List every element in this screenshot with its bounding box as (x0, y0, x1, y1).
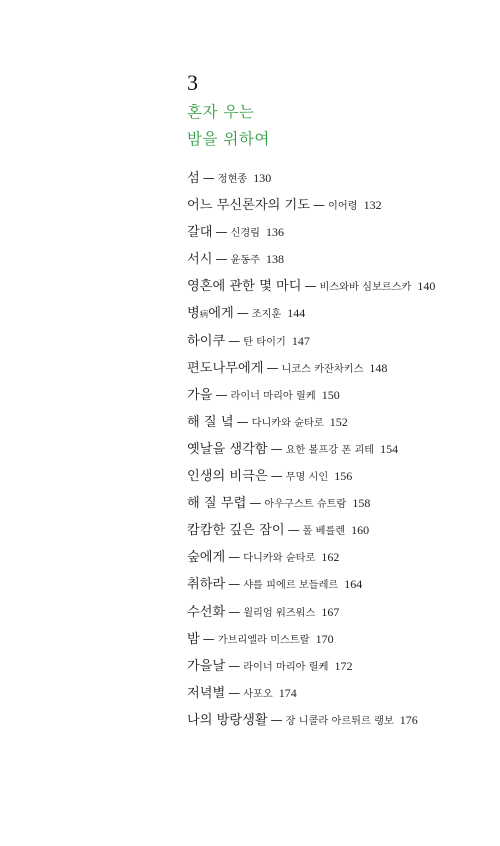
toc-entry-title-text: 하이쿠 (187, 333, 226, 349)
toc-entry-title-text: 가을날 (187, 658, 226, 674)
toc-entry[interactable] (187, 625, 487, 652)
toc-entry-page-number: 172 (334, 658, 353, 673)
toc-entry-title-text: 섬 (187, 171, 200, 186)
toc-entry-page-number: 136 (266, 225, 285, 240)
toc-entry-title (187, 713, 268, 728)
toc-entry-page-number: 148 (369, 360, 388, 375)
toc-entry-dash: — (228, 333, 241, 348)
chapter-title (187, 99, 270, 153)
toc-entry-dash: — (228, 685, 241, 700)
toc-entry[interactable] (187, 272, 487, 299)
toc-entry-dash: — (202, 631, 215, 646)
toc-entry-page-number: 138 (266, 252, 285, 267)
toc-entry-title (187, 334, 225, 349)
toc-entry-author: 라이너 마리아 릴케 (243, 661, 329, 673)
toc-entry-title (187, 252, 212, 267)
toc-entry-title-hanja: 病 (199, 310, 209, 321)
toc-entry-author: 정현종 (217, 174, 248, 185)
toc-entry-page-number: 160 (351, 523, 370, 538)
toc-entry-title-text: 병 (187, 306, 200, 322)
toc-entry-dash: — (228, 577, 241, 592)
toc-entry-page-number: 140 (417, 279, 436, 294)
toc-entry-author: 폴 베를렌 (302, 526, 346, 538)
toc-entry-page-number: 144 (287, 306, 306, 321)
toc-entry-page-number: 150 (321, 387, 340, 402)
toc-entry-author: 무명 시인 (285, 472, 329, 484)
toc-entry-title (187, 306, 234, 321)
toc-entry-author: 비스와바 심보르스카 (319, 282, 412, 294)
toc-entry-title-text: 밤 (187, 631, 200, 647)
toc-entry-title-text: 갈대 (187, 225, 213, 241)
toc-entry-dash: — (215, 225, 228, 240)
toc-entry-title-text: 저녁별 (187, 685, 226, 701)
toc-entry-title (187, 632, 200, 647)
toc-entry-author: 윤동주 (230, 255, 261, 267)
toc-entry-title-suffix: 에게 (208, 306, 234, 322)
toc-entry-author: 라이너 마리아 릴케 (230, 390, 316, 402)
toc-entry-title-text: 수선화 (187, 604, 226, 620)
toc-entry-title-text: 인생의 비극은 (187, 469, 268, 485)
chapter-title-line-1: 혼자 우는 (187, 103, 255, 121)
toc-entry-page-number: 162 (321, 550, 340, 565)
toc-entry[interactable] (187, 679, 487, 706)
toc-entry[interactable] (187, 516, 487, 543)
toc-entry-title-text: 숲에게 (187, 550, 226, 566)
toc-entry-page-number: 152 (329, 414, 348, 429)
toc-entry-dash: — (270, 712, 283, 727)
toc-entry-dash: — (266, 360, 279, 375)
toc-entry-title-text: 가을 (187, 387, 213, 403)
toc-entry-dash: — (304, 279, 317, 294)
toc-entry-author: 이어령 (328, 201, 358, 213)
toc-entry-title (187, 577, 225, 592)
toc-entry-title (187, 361, 263, 376)
toc-entry[interactable] (187, 191, 487, 218)
toc-entry-page-number: 174 (278, 685, 297, 700)
toc-entry-title (187, 388, 212, 403)
toc-entry-author: 다니카와 슌타로 (251, 417, 324, 429)
toc-entry[interactable] (187, 489, 487, 516)
toc-entry[interactable] (187, 327, 487, 354)
toc-entry-page-number: 164 (344, 577, 363, 592)
toc-entry-title-text: 옛날을 생각함 (187, 441, 268, 457)
toc-entry-page-number: 154 (380, 441, 399, 456)
toc-entry-author: 사포오 (243, 688, 273, 700)
toc-entry-dash: — (249, 496, 262, 511)
toc-entry-dash: — (202, 171, 215, 185)
toc-entry[interactable] (187, 598, 487, 625)
toc-entry-title-text: 나의 방랑생활 (187, 712, 268, 728)
toc-entry-page-number: 170 (315, 631, 334, 646)
toc-entry-title-text: 해 질 무렵 (187, 496, 247, 512)
toc-entry-title-text: 영혼에 관한 몇 마디 (187, 279, 302, 295)
toc-entry-author: 윌리엄 워즈워스 (243, 607, 316, 619)
toc-entry-author: 아우구스트 슈트람 (264, 499, 347, 511)
toc-entry-dash: — (313, 198, 326, 213)
toc-entry-dash: — (236, 414, 249, 429)
toc-entry-title (187, 659, 225, 674)
toc-entry[interactable] (187, 408, 487, 435)
toc-entry[interactable] (187, 543, 487, 570)
toc-entry-page-number: 130 (253, 171, 272, 185)
toc-entry[interactable] (187, 570, 487, 597)
toc-entry-page-number: 176 (399, 712, 418, 727)
toc-entry-dash: — (228, 658, 241, 673)
toc-entry-dash: — (287, 523, 300, 538)
toc-entry-author: 조지훈 (251, 309, 282, 321)
toc-entry-dash: — (215, 252, 228, 267)
toc-entry-author: 장 니콜라 아르튀르 랭보 (285, 715, 394, 727)
toc-entry-dash: — (228, 604, 241, 619)
toc-entry[interactable] (187, 164, 487, 191)
toc-entry[interactable] (187, 354, 487, 381)
toc-entry-title-text: 캄캄한 깊은 잠이 (187, 523, 285, 539)
toc-entry-dash: — (215, 387, 228, 402)
chapter-number: 3 (187, 70, 198, 95)
toc-entry-title (187, 605, 225, 620)
toc-entry-author: 니코스 카잔차키스 (281, 363, 364, 375)
toc-entry-page-number: 147 (291, 333, 310, 348)
toc-entry-page-number: 156 (334, 469, 353, 484)
toc-entry-author: 요한 볼프강 폰 괴테 (285, 444, 375, 456)
toc-entry[interactable] (187, 435, 487, 462)
chapter-title-line-2: 밤을 위하여 (187, 130, 270, 148)
toc-entry[interactable] (187, 299, 487, 326)
toc-entry-title-text: 서시 (187, 252, 213, 268)
toc-entry-title (187, 550, 225, 565)
toc-entry[interactable] (187, 381, 487, 408)
toc-entry-title (187, 225, 212, 240)
toc-entry-page-number: 167 (321, 604, 340, 619)
toc-entry-title (187, 198, 310, 213)
toc-entry-page-number: 132 (363, 198, 382, 213)
toc-entry-author: 탄 타이기 (243, 336, 286, 348)
toc-entry-title (187, 279, 302, 294)
toc-entry[interactable] (187, 652, 487, 679)
table-of-contents (187, 164, 487, 733)
toc-entry-title-text: 어느 무신론자의 기도 (187, 198, 311, 214)
toc-entry-title-text: 편도나무에게 (187, 360, 264, 376)
toc-entry[interactable] (187, 462, 487, 489)
toc-entry-title (187, 686, 225, 701)
toc-entry-author: 다니카와 슌타로 (243, 553, 316, 565)
toc-entry-dash: — (270, 441, 283, 456)
toc-entry-title (187, 415, 234, 430)
toc-entry[interactable] (187, 218, 487, 245)
toc-entry-dash: — (228, 550, 241, 565)
toc-entry-title (187, 442, 268, 457)
toc-entry-title (187, 171, 200, 186)
toc-entry-author: 샤를 피에르 보들레르 (243, 580, 339, 592)
toc-entry[interactable] (187, 706, 487, 733)
toc-entry-dash: — (236, 306, 249, 321)
toc-entry-dash: — (270, 469, 283, 484)
toc-entry-author: 가브리엘라 미스트랄 (217, 634, 310, 646)
toc-entry-title-text: 해 질 녘 (187, 414, 234, 430)
toc-entry-title (187, 469, 268, 484)
toc-entry-title (187, 496, 246, 511)
toc-entry-author: 신경림 (230, 228, 261, 240)
toc-entry-title (187, 523, 285, 538)
toc-entry[interactable] (187, 245, 487, 272)
toc-entry-title-text: 취하라 (187, 577, 226, 593)
toc-entry-page-number: 158 (352, 496, 371, 511)
